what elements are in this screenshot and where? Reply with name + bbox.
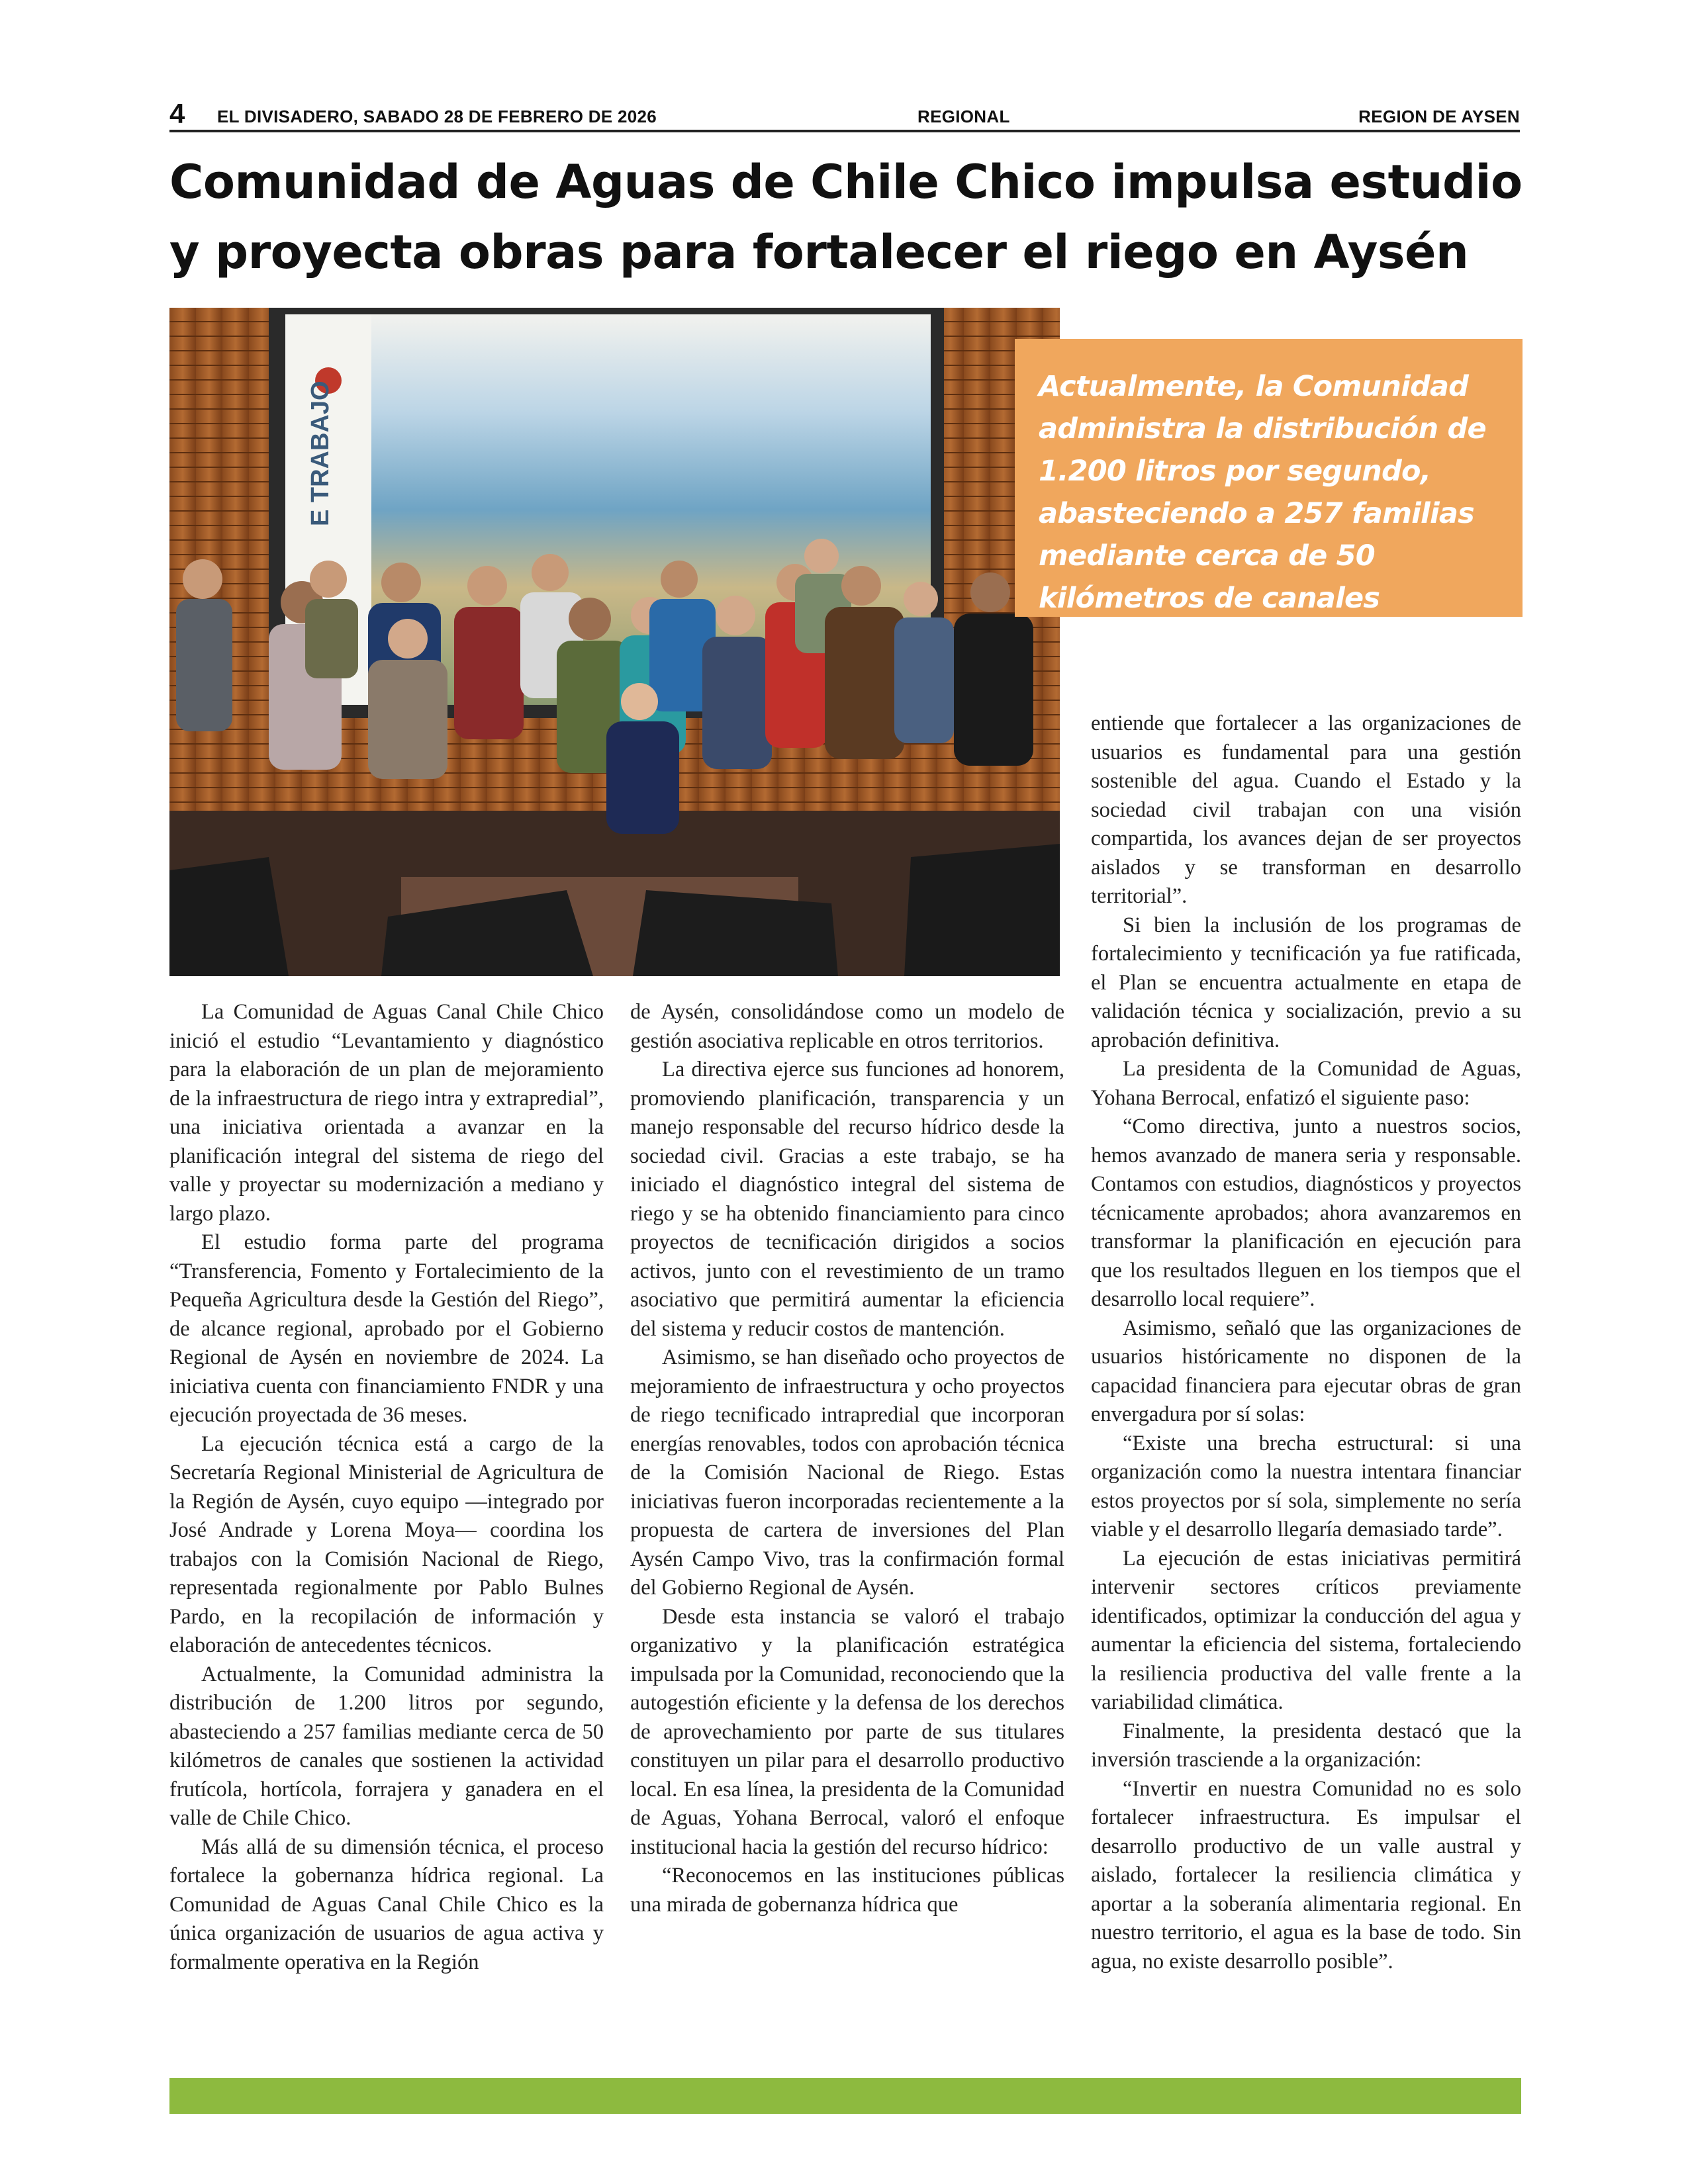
region-label: REGION DE AYSEN bbox=[1358, 107, 1520, 126]
paragraph: Finalmente, la presidenta destacó que la inversión trasciende a la organización: bbox=[1091, 1719, 1521, 1772]
paragraph: Actualmente, la Comunidad administra la distribución de 1.200 litros por segundo, abasteciendo a 257 familias mediante cerca de 50 kilómetros de canales que sostienen la actividad frutícola, hortícola, forrajera y ganadera en el valle de Chile Chico. bbox=[169, 1662, 604, 1830]
footer-bar bbox=[169, 2078, 1521, 2114]
paragraph: El estudio forma parte del programa “Transferencia, Fomento y Fortalecimiento de la Pequeña Agricultura desde la Gestión del Riego”, de alcance regional, aprobado por el Gobierno Regional de Aysén en noviembre de 2024. La iniciativa cuenta con financiamiento FNDR y una ejecución proyectada de 36 meses. bbox=[169, 1230, 604, 1427]
screen-text: E TRABAJO bbox=[306, 381, 334, 526]
group-photo bbox=[169, 308, 1060, 976]
paragraph: “Reconocemos en las instituciones públicas una mirada de gobernanza hídrica que bbox=[630, 1864, 1064, 1917]
section-label: REGIONAL bbox=[917, 107, 1010, 126]
paragraph: La presidenta de la Comunidad de Aguas, Yohana Berrocal, enfatizó el siguiente paso: bbox=[1091, 1057, 1521, 1110]
paragraph-continuation: entiende que fortalecer a las organizaciones de usuarios es fundamental para una gestión sostenible del agua. Cuando el Estado y la sociedad civil trabajan con una visión compartida, los avances dejan de ser proyectos aislados y se transforman en desarrollo territorial”. bbox=[1091, 711, 1521, 908]
paragraph: Asimismo, señaló que las organizaciones de usuarios históricamente no disponen de la capacidad financiera para ejecutar obras de gran envergadura por sí solas: bbox=[1091, 1316, 1521, 1426]
paragraph: La directiva ejerce sus funciones ad honorem, promoviendo planificación, transparencia y un manejo responsable del recurso hídrico desde la sociedad civil. Gracias a este trabajo, se ha iniciado el diagnóstico integral del sistema de riego y se ha obtenido financiamiento para cinco proyectos de tecnificación dirigidos a socios activos, junto con el revestimiento de un tramo asociativo que permitirá aumentar la eficiencia del sistema y reducir costos de mantención. bbox=[630, 1058, 1064, 1341]
newspaper-date: EL DIVISADERO, SABADO 28 DE FEBRERO DE 2026 bbox=[217, 107, 657, 126]
paragraph-continuation: de Aysén, consolidándose como un modelo de gestión asociativa replicable en otros territorios. bbox=[630, 1000, 1064, 1053]
paragraph: “Como directiva, junto a nuestros socios, hemos avanzado de manera seria y responsable. Contamos con estudios, diagnósticos y proyectos técnicamente aprobados; ahora avanzaremos en transformar la planificación en ejecución para que los resultados lleguen en los tiempos que el desarrollo local requiere”. bbox=[1091, 1115, 1521, 1311]
article-column-1 bbox=[169, 998, 604, 1977]
paragraph: “Existe una brecha estructural: si una organización como la nuestra intentara financiar estos proyectos por sí sola, simplemente no sería viable y el desarrollo llegaría demasiado tarde”. bbox=[1091, 1431, 1521, 1541]
article-column-3 bbox=[1091, 709, 1521, 1976]
article-column-2 bbox=[630, 998, 1064, 1919]
paragraph: Si bien la inclusión de los programas de fortalecimiento y tecnificación ya fue ratificada, el Plan se encuentra actualmente en etapa de validación técnica y socialización, previo a su aprobación definitiva. bbox=[1091, 913, 1521, 1052]
pull-quote: Actualmente, la Comunidad administra la distribución de 1.200 litros por segundo, abasteciendo a 257 familias mediante cerca de 50 kilómetros de canales bbox=[1015, 339, 1523, 617]
page-header bbox=[169, 99, 1520, 132]
page-number: 4 bbox=[169, 98, 185, 129]
paragraph: La Comunidad de Aguas Canal Chile Chico inició el estudio “Levantamiento y diagnóstico para la elaboración de un plan de mejoramiento de la infraestructura de riego intra y extrapredial”, una iniciativa orientada a avanzar en la planificación integral del sistema de riego del valle y proyectar su modernización a mediano y largo plazo. bbox=[169, 1000, 604, 1226]
paragraph: Asimismo, se han diseñado ocho proyectos de mejoramiento de infraestructura y ocho proyectos de riego tecnificado intrapredial que incorporan energías renovables, todos con aprobación técnica de la Comisión Nacional de Riego. Estas iniciativas fueron incorporadas recientemente a la propuesta de cartera de inversiones del Plan Aysén Campo Vivo, tras la confirmación formal del Gobierno Regional de Aysén. bbox=[630, 1345, 1064, 1600]
paragraph: Desde esta instancia se valoró el trabajo organizativo y la planificación estratégica impulsada por la Comunidad, reconociendo que la autogestión eficiente y la defensa de los derechos de aprovechamiento por parte de sus titulares constituyen un pilar para el desarrollo productivo local. En esa línea, la presidenta de la Comunidad de Aguas, Yohana Berrocal, valoró el enfoque institucional hacia la gestión del recurso hídrico: bbox=[630, 1604, 1064, 1859]
paragraph: Más allá de su dimensión técnica, el proceso fortalece la gobernanza hídrica regional. La Comunidad de Aguas Canal Chile Chico es la única organización de usuarios de agua activa y formalmente operativa en la Región bbox=[169, 1835, 604, 1974]
paragraph: “Invertir en nuestra Comunidad no es solo fortalecer infraestructura. Es impulsar el desarrollo productivo de un valle austral y aislado, fortalecer la resiliencia climática y aportar a la soberanía alimentaria regional. En nuestro territorio, el agua es la base de todo. Sin agua, no existe desarrollo posible”. bbox=[1091, 1776, 1521, 1974]
article-headline: Comunidad de Aguas de Chile Chico impulsa estudio y proyecta obras para fortalecer el riego en Aysén bbox=[169, 155, 1523, 279]
paragraph: La ejecución de estas iniciativas permitirá intervenir sectores críticos previamente identificados, optimizar la conducción del agua y aumentar la eficiencia del sistema, fortaleciendo la resiliencia productiva del valle frente a la variabilidad climática. bbox=[1091, 1546, 1521, 1714]
paragraph: La ejecución técnica está a cargo de la Secretaría Regional Ministerial de Agricultura de la Región de Aysén, cuyo equipo —integrado por José Andrade y Lorena Moya— coordina los trabajos con la Comisión Nacional de Riego, representada regionalmente por Pablo Bulnes Pardo, en la recopilación de información y elaboración de antecedentes técnicos. bbox=[169, 1432, 604, 1657]
